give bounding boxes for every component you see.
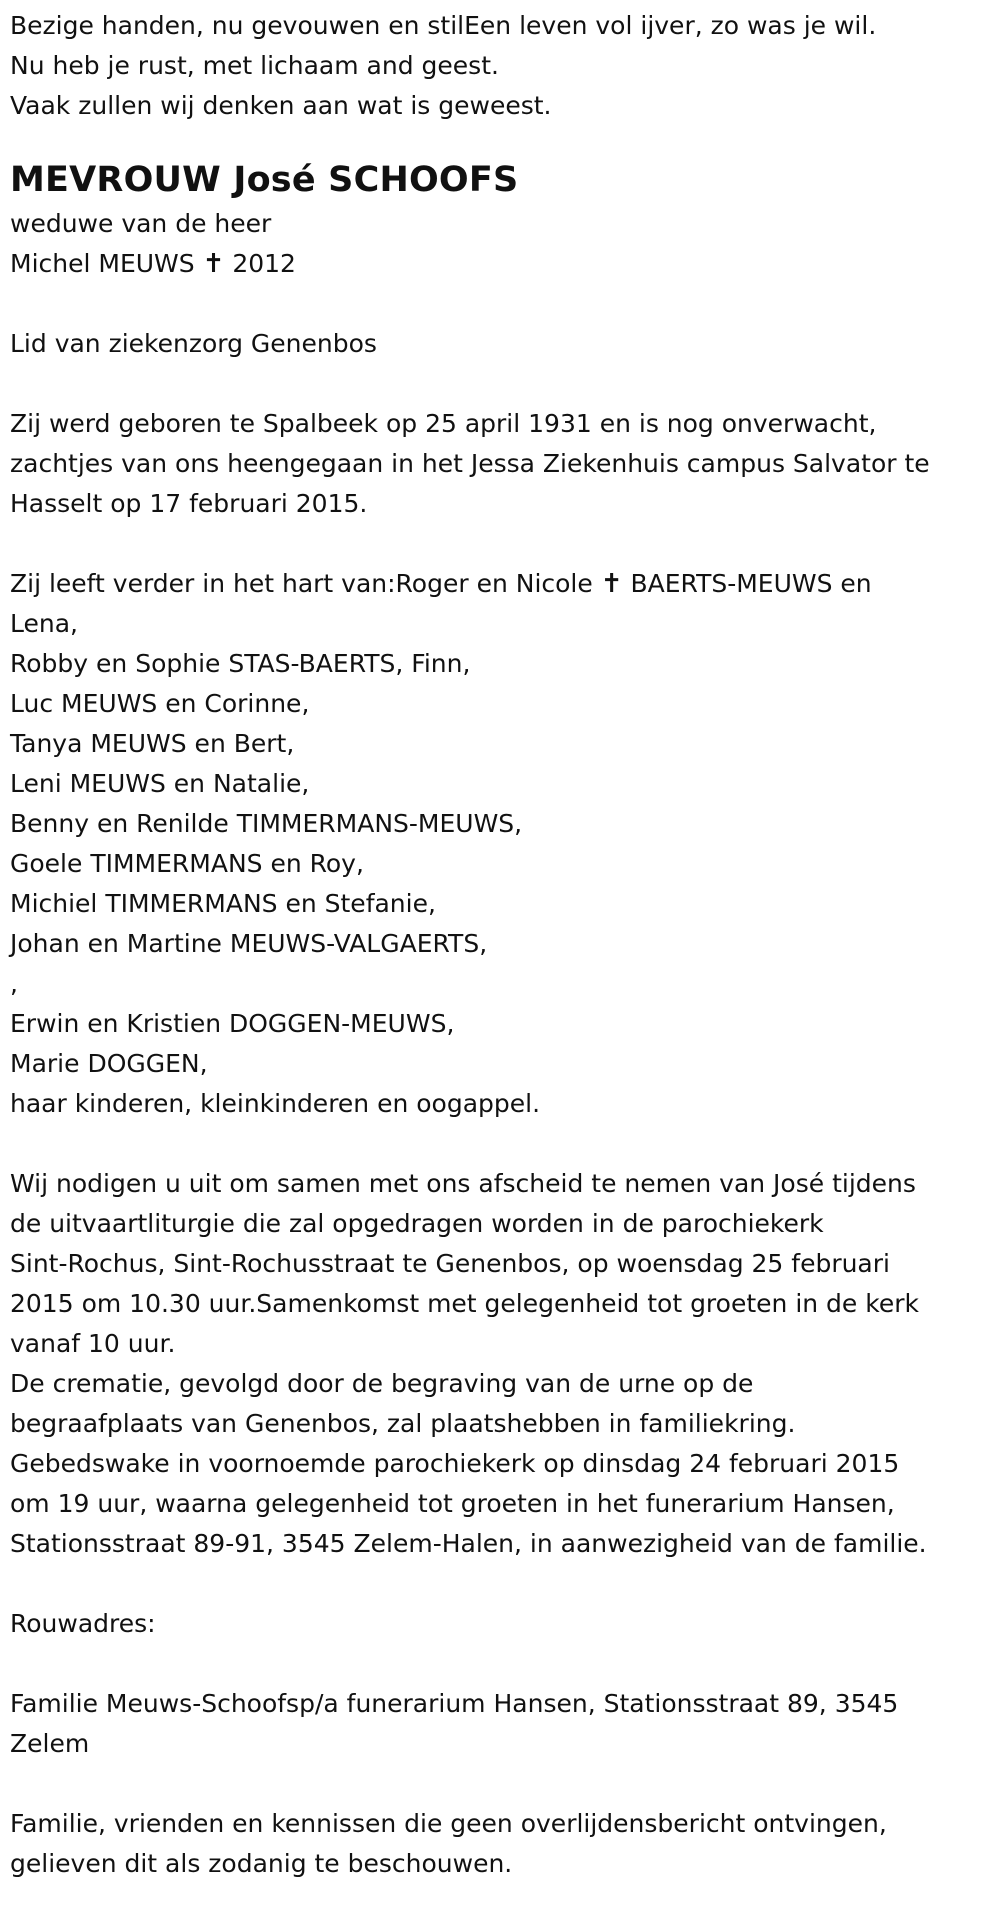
birth-death-line-2: zachtjes van ons heengegaan in het Jessa Ziekenhuis campus Salvator te — [10, 449, 930, 478]
birth-death-line-3: Hasselt op 17 februari 2015. — [10, 489, 368, 518]
poem-line-3: Vaak zullen wij denken aan wat is geweest. — [10, 91, 552, 120]
deceased-name-title: MEVROUW José SCHOOFS — [10, 160, 519, 200]
address-line: Familie Meuws-Schoofsp/a funerarium Hansen, Stationsstraat 89, 3545 — [10, 1689, 899, 1718]
survivors-intro-text: Zij leeft verder in het hart van:Roger en Nicole — [10, 569, 593, 598]
ceremony-line: Sint-Rochus, Sint-Rochusstraat te Genenbos, op woensdag 25 februari — [10, 1249, 890, 1278]
ceremony-line: begraafplaats van Genenbos, zal plaatshebben in familiekring. — [10, 1409, 796, 1438]
survivor-line: Erwin en Kristien DOGGEN-MEUWS, — [10, 1009, 455, 1038]
spacer — [10, 1564, 990, 1604]
ceremony-line: Gebedswake in voornoemde parochiekerk op dinsdag 24 februari 2015 — [10, 1449, 900, 1478]
survivor-line: Michiel TIMMERMANS en Stefanie, — [10, 889, 436, 918]
ceremony-paragraph — [10, 1164, 990, 1564]
spacer — [10, 524, 990, 564]
spacer — [10, 1644, 990, 1684]
poem-line-2: Nu heb je rust, met lichaam and geest. — [10, 51, 499, 80]
poem — [10, 6, 990, 126]
survivor-line: Marie DOGGEN, — [10, 1049, 208, 1078]
spacer — [10, 364, 990, 404]
survivor-line: Goele TIMMERMANS en Roy, — [10, 849, 364, 878]
address-block — [10, 1684, 990, 1764]
spouse-line — [10, 244, 990, 284]
survivors-paragraph — [10, 564, 990, 1124]
survivor-line: Leni MEUWS en Natalie, — [10, 769, 310, 798]
ceremony-line: De crematie, gevolgd door de begraving van de urne op de — [10, 1369, 754, 1398]
spouse-death-year: 2012 — [232, 249, 296, 278]
widow-info — [10, 204, 990, 284]
cross-icon: ✝ — [202, 249, 225, 279]
spouse-name: Michel MEUWS — [10, 249, 195, 278]
poem-line-1: Bezige handen, nu gevouwen en stilEen leven vol ijver, zo was je wil. — [10, 11, 877, 40]
spacer — [10, 1764, 990, 1804]
survivor-line: Robby en Sophie STAS-BAERTS, Finn, — [10, 649, 471, 678]
ceremony-line: 2015 om 10.30 uur.Samenkomst met gelegenheid tot groeten in de kerk — [10, 1289, 919, 1318]
ceremony-line: vanaf 10 uur. — [10, 1329, 176, 1358]
survivor-line: haar kinderen, kleinkinderen en oogappel. — [10, 1089, 541, 1118]
address-line: Zelem — [10, 1729, 90, 1758]
cross-icon: ✝ — [600, 569, 623, 599]
survivor-line: Benny en Renilde TIMMERMANS-MEUWS, — [10, 809, 523, 838]
ceremony-line: de uitvaartliturgie die zal opgedragen worden in de parochiekerk — [10, 1209, 824, 1238]
closing-line: gelieven dit als zodanig te beschouwen. — [10, 1849, 513, 1878]
survivor-line: Lena, — [10, 609, 78, 638]
spacer — [10, 284, 990, 324]
ceremony-line: om 19 uur, waarna gelegenheid tot groeten in het funerarium Hansen, — [10, 1489, 895, 1518]
survivor-line: Johan en Martine MEUWS-VALGAERTS, — [10, 929, 488, 958]
birth-death-line-1: Zij werd geboren te Spalbeek op 25 april 1931 en is nog onverwacht, — [10, 409, 877, 438]
obituary-document — [10, 6, 990, 1884]
ceremony-line: Stationsstraat 89-91, 3545 Zelem-Halen, in aanwezigheid van de familie. — [10, 1529, 927, 1558]
survivors-intro-text-end: BAERTS-MEUWS en — [630, 569, 872, 598]
closing-paragraph — [10, 1804, 990, 1884]
survivor-line: Luc MEUWS en Corinne, — [10, 689, 310, 718]
widow-line: weduwe van de heer — [10, 209, 272, 238]
birth-death-paragraph — [10, 404, 990, 524]
spacer — [10, 1124, 990, 1164]
survivor-line: , — [10, 969, 18, 998]
membership: Lid van ziekenzorg Genenbos — [10, 329, 377, 358]
address-label: Rouwadres: — [10, 1609, 156, 1638]
closing-line: Familie, vrienden en kennissen die geen overlijdensbericht ontvingen, — [10, 1809, 887, 1838]
survivor-line: Tanya MEUWS en Bert, — [10, 729, 295, 758]
survivors-intro — [10, 564, 990, 604]
ceremony-line: Wij nodigen u uit om samen met ons afscheid te nemen van José tijdens — [10, 1169, 916, 1198]
